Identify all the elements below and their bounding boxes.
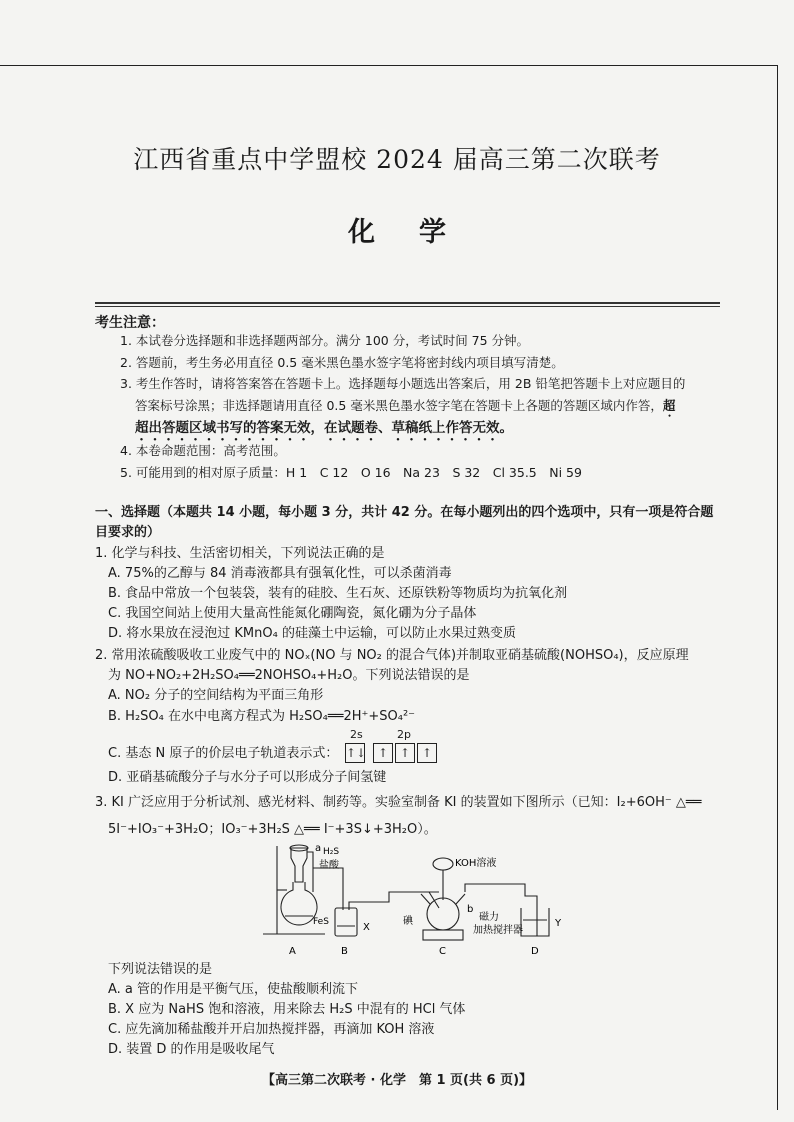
q3-stem-line1: 3. KI 广泛应用于分析试剂、感光材料、制药等。实验室制备 KI 的装置如下图所示（已知：I₂+6OH⁻ △══ — [95, 795, 702, 810]
label-stirrer-2: 加热搅拌器 — [473, 925, 523, 936]
q2-stem-line1: 2. 常用浓硫酸吸收工业废气中的 NOₓ(NO 与 NO₂ 的混合气体)并制取亚硝基硫酸(NOHSO₄)，反应原理 — [95, 648, 689, 663]
label-stirrer-1: 磁力 — [479, 912, 499, 923]
orbital-box-2p-3: ↑ — [417, 743, 437, 763]
q2-option-a: A. NO₂ 分子的空间结构为平面三角形 — [108, 688, 324, 703]
label-b: b — [467, 904, 474, 915]
label-h2s: H₂S — [323, 847, 340, 857]
q3-prompt: 下列说法错误的是 — [108, 962, 213, 977]
q1-option-a: A. 75%的乙醇与 84 消毒液都具有强氧化性，可以杀菌消毒 — [108, 566, 452, 581]
notice-item-5: 5. 可能用到的相对原子质量：H 1 C 12 O 16 Na 23 S 32 Cl 35.5 Ni 59 — [120, 465, 582, 480]
orbital-box-2s: ↑↓ — [345, 743, 365, 763]
orbital-box-2p-2: ↑ — [395, 743, 415, 763]
q3-option-b: B. X 应为 NaHS 饱和溶液，用来除去 H₂S 中混有的 HCl 气体 — [108, 1002, 466, 1017]
orbital-label-2p: 2p — [397, 728, 411, 741]
label-a: a — [315, 843, 322, 854]
notice-item-2: 2. 答题前，考生务必用直径 0.5 毫米黑色墨水签字笔将密封线内项目填写清楚。 — [120, 355, 564, 370]
notice-item-3-bold — [135, 420, 740, 444]
q1-option-d: D. 将水果放在浸泡过 KMnO₄ 的硅藻土中运输，可以防止水果过熟变质 — [108, 626, 516, 641]
notice-item-3: 3. 考生作答时，请将答案答在答题卡上。选择题每小题选出答案后，用 2B 铅笔把答题卡上对应题目的 — [120, 376, 686, 391]
label-C: C — [439, 946, 446, 957]
border-top — [0, 65, 778, 66]
q2-option-b: B. H₂SO₄ 在水中电离方程式为 H₂SO₄══2H⁺+SO₄²⁻ — [108, 709, 416, 724]
label-B: B — [341, 946, 348, 957]
header-rule — [95, 302, 720, 304]
label-D: D — [531, 946, 539, 957]
notice-item-1: 1. 本试卷分选择题和非选择题两部分。满分 100 分，考试时间 75 分钟。 — [120, 333, 530, 348]
label-A: A — [289, 946, 296, 957]
section-choice-heading: 一、选择题（本题共 14 小题，每小题 3 分，共计 42 分。在每小题列出的四个选项中，只有一项是符合题目要求的） — [95, 505, 714, 540]
label-x: X — [363, 922, 370, 933]
orbital-label-2s: 2s — [350, 728, 363, 741]
q3-option-d: D. 装置 D 的作用是吸收尾气 — [108, 1042, 275, 1057]
q1-option-c: C. 我国空间站上使用大量高性能氮化硼陶瓷，氮化硼为分子晶体 — [108, 606, 477, 621]
notice-item-3-emphasis: 超出答题区域书写的答案无效，在试题卷、草稿纸上作答无效。 — [135, 420, 513, 436]
subject-title: 化学 — [348, 217, 490, 248]
header-rule-thin — [95, 306, 720, 307]
label-fes: FeS — [313, 917, 329, 927]
notice-item-3-cont — [135, 398, 725, 420]
notice-item-3-line2: 答案标号涂黑；非选择题请用直径 0.5 毫米黑色墨水签字笔在答题卡上各题的答题区域内作答， — [135, 398, 663, 413]
q3-option-a: A. a 管的作用是平衡气压，使盐酸顺利流下 — [108, 982, 359, 997]
label-y: Y — [555, 918, 562, 929]
page-footer: 【高三第二次联考 · 化学 第 1 页(共 6 页)】 — [261, 1073, 533, 1088]
q2-option-d: D. 亚硝基硫酸分子与水分子可以形成分子间氢键 — [108, 770, 387, 785]
label-koh: KOH溶液 — [455, 858, 497, 869]
orbital-box-2p-1: ↑ — [373, 743, 393, 763]
q3-stem-line2: 5I⁻+IO₃⁻+3H₂O；IO₃⁻+3H₂S △══ I⁻+3S↓+3H₂O）。 — [108, 822, 437, 837]
exam-title: 江西省重点中学盟校 2024 届高三第二次联考 — [133, 145, 661, 174]
label-iodine: 碘 — [403, 916, 413, 927]
q3-option-c: C. 应先滴加稀盐酸并开启加热搅拌器，再滴加 KOH 溶液 — [108, 1022, 435, 1037]
q2-option-c: C. 基态 N 原子的价层电子轨道表示式： — [108, 746, 339, 761]
q1-stem: 1. 化学与科技、生活密切相关，下列说法正确的是 — [95, 546, 385, 561]
notice-item-4: 4. 本卷命题范围：高考范围。 — [120, 443, 286, 458]
q2-stem-line2: 为 NO+NO₂+2H₂SO₄══2NOHSO₄+H₂O。下列说法错误的是 — [108, 668, 470, 683]
notice-heading: 考生注意： — [95, 315, 165, 331]
notice-item-3-bold-start: 超 — [662, 398, 676, 413]
apparatus-figure — [255, 838, 585, 960]
label-hcl: 盐酸 — [319, 860, 339, 871]
q1-option-b: B. 食品中常放一个包装袋，装有的硅胶、生石灰、还原铁粉等物质均为抗氧化剂 — [108, 586, 568, 601]
